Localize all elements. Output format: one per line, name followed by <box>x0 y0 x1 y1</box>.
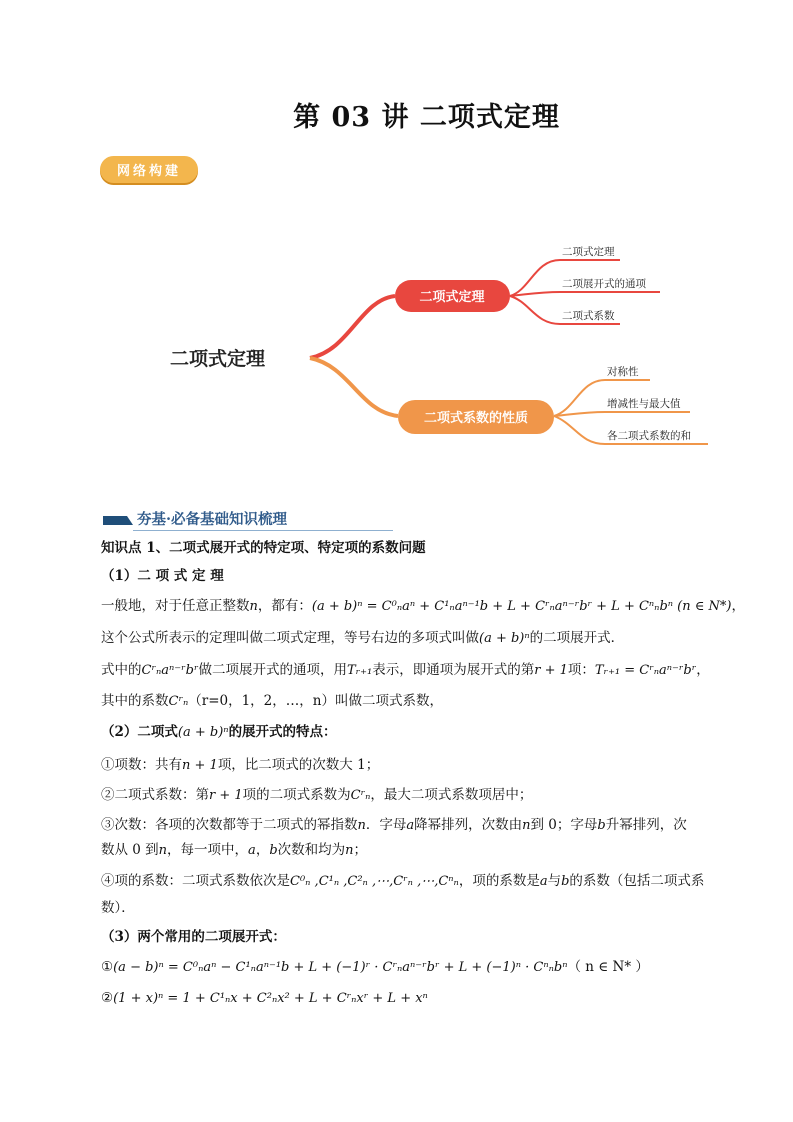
text: ，最大二项式系数项居中； <box>370 787 533 803</box>
text: ， <box>731 598 745 614</box>
section-heading-marker <box>103 516 133 525</box>
math: r + 1 <box>209 788 243 803</box>
text: ，都有： <box>257 598 312 614</box>
mindmap-branch-2-link-2 <box>554 412 690 416</box>
mindmap-branch-1-link-2 <box>510 292 660 296</box>
text: 表示，即通项为展开式的第 <box>372 662 535 678</box>
text: ，项的系数是 <box>458 873 540 889</box>
math: Cʳₙ <box>350 788 371 803</box>
math: r + 1 <box>534 663 568 678</box>
text: 做二项展开式的通项，用 <box>198 662 347 678</box>
text: 项，比二项式的次数大 1； <box>217 757 380 773</box>
mindmap-root: 二项式定理 <box>170 348 266 370</box>
text: 其中的系数 <box>101 693 169 709</box>
text: ， <box>255 842 270 858</box>
text: ③次数：各项的次数都等于二项式的幂指数 <box>101 817 358 833</box>
math: n <box>357 818 366 833</box>
item-1 <box>101 757 379 774</box>
binomial-theorem-formula: (a + b)ⁿ = C⁰ₙaⁿ + C¹ₙaⁿ⁻¹b + L + Cʳₙaⁿ⁻ʳbʳ + L + Cⁿₙbⁿ (n ∈ N*) <box>311 599 732 614</box>
text: （2）二项式 <box>101 724 178 740</box>
text: 到 0；字母 <box>530 817 598 833</box>
mindmap-leaf-1: 二项式定理 <box>562 246 615 258</box>
paragraph-1 <box>101 598 745 615</box>
difference-expansion-formula: (a − b)ⁿ = C⁰ₙaⁿ − C¹ₙaⁿ⁻¹b + L + (−1)ʳ · Cʳₙaⁿ⁻ʳbʳ + L + (−1)ⁿ · Cⁿₙbⁿ <box>113 960 568 975</box>
math: b <box>269 843 278 858</box>
text: 一般地，对于任意正整数 <box>101 598 250 614</box>
general-term-formula: Tᵣ₊₁ = Cʳₙaⁿ⁻ʳbʳ <box>594 663 697 678</box>
expansion-2 <box>101 990 428 1007</box>
expansion-1 <box>101 959 649 976</box>
paragraph-2 <box>101 630 624 647</box>
text: ； <box>353 842 368 858</box>
text: 升幂排列，次 <box>605 817 687 833</box>
math: n <box>158 843 168 858</box>
math: (a + b)ⁿ <box>177 725 229 740</box>
math: n <box>522 818 531 833</box>
text: 的二项展开式． <box>529 630 625 646</box>
mindmap-leaf-2: 二项展开式的通项 <box>562 278 646 290</box>
math: b <box>597 818 606 833</box>
text: 数从 0 到 <box>101 842 159 858</box>
text: 式中的 <box>101 662 142 678</box>
math: n <box>249 599 258 614</box>
text: 与 <box>547 873 562 889</box>
section-heading <box>103 508 393 532</box>
math: b <box>561 874 570 889</box>
text: ， <box>696 662 710 678</box>
math: (a + b)ⁿ <box>479 631 530 646</box>
text: 的展开式的特点： <box>228 724 337 740</box>
text: 项： <box>567 662 595 678</box>
paragraph-3 <box>101 662 710 679</box>
mindmap-branch-2: 二项式系数的性质 <box>423 411 529 426</box>
mindmap-leaf-3: 二项式系数 <box>562 310 615 322</box>
mindmap-root-connector-2 <box>310 358 398 416</box>
text: （r=0，1，2，…，n）叫做二项式系数， <box>188 693 443 709</box>
mind-map <box>0 220 793 480</box>
mindmap-leaf-4: 对称性 <box>607 366 639 378</box>
text: 次数和均为 <box>277 842 346 858</box>
heading-3: （3）两个常用的二项展开式： <box>101 929 286 945</box>
text: ．字母 <box>365 817 407 833</box>
section-heading-underline <box>133 530 393 531</box>
item-3-line-1 <box>101 817 687 834</box>
mindmap-root-connector-1 <box>310 296 395 358</box>
math: n <box>345 843 354 858</box>
item-3-line-2 <box>101 842 367 859</box>
one-plus-x-expansion-formula: (1 + x)ⁿ = 1 + C¹ₙx + C²ₙx² + L + Cʳₙxʳ + L + xⁿ <box>113 991 428 1006</box>
knowledge-point-1: 知识点 1、二项式展开式的特定项、特定项的系数问题 <box>101 540 426 556</box>
math: Cʳₙaⁿ⁻ʳbʳ <box>141 663 199 678</box>
section-heading-label: 夯基·必备基础知识梳理 <box>137 511 288 528</box>
math: Tᵣ₊₁ <box>346 663 373 678</box>
math: a <box>539 874 548 889</box>
text: （ n ∈ N* ） <box>567 959 649 975</box>
math: Cʳₙ <box>168 694 189 709</box>
text: 这个公式所表示的定理叫做二项式定理，等号右边的多项式叫做 <box>101 630 479 646</box>
text: 项的二项式系数为 <box>242 787 351 803</box>
paragraph-4 <box>101 693 443 710</box>
math: a <box>406 818 415 833</box>
math: C⁰ₙ ,C¹ₙ ,C²ₙ ,⋯,Cʳₙ ,⋯,Cⁿₙ <box>290 874 459 889</box>
text: 的系数（包括二项式系 <box>569 873 705 889</box>
text: ，每一项中， <box>167 842 249 858</box>
page-title: 第 03 讲 二项式定理 <box>293 102 560 133</box>
text: ② <box>101 990 114 1006</box>
section-badge: 网络构建 <box>100 156 198 183</box>
mindmap-branch-1: 二项式定理 <box>419 290 485 305</box>
item-4-line-2: 数）． <box>101 900 135 916</box>
mindmap-leaf-6: 各二项式系数的和 <box>607 430 691 442</box>
text: ②二项式系数：第 <box>101 787 209 803</box>
heading-1: （1）二 项 式 定 理 <box>101 568 224 584</box>
math: a <box>248 843 256 858</box>
text: ①项数：共有 <box>101 757 182 773</box>
text: 降幂排列，次数由 <box>414 817 523 833</box>
item-4-line-1 <box>101 873 704 890</box>
math: n + 1 <box>182 758 218 773</box>
text: ④项的系数：二项式系数依次是 <box>101 873 290 889</box>
mindmap-leaf-5: 增减性与最大值 <box>607 398 681 410</box>
item-2 <box>101 787 532 804</box>
heading-2 <box>101 724 337 741</box>
text: ① <box>101 959 114 975</box>
